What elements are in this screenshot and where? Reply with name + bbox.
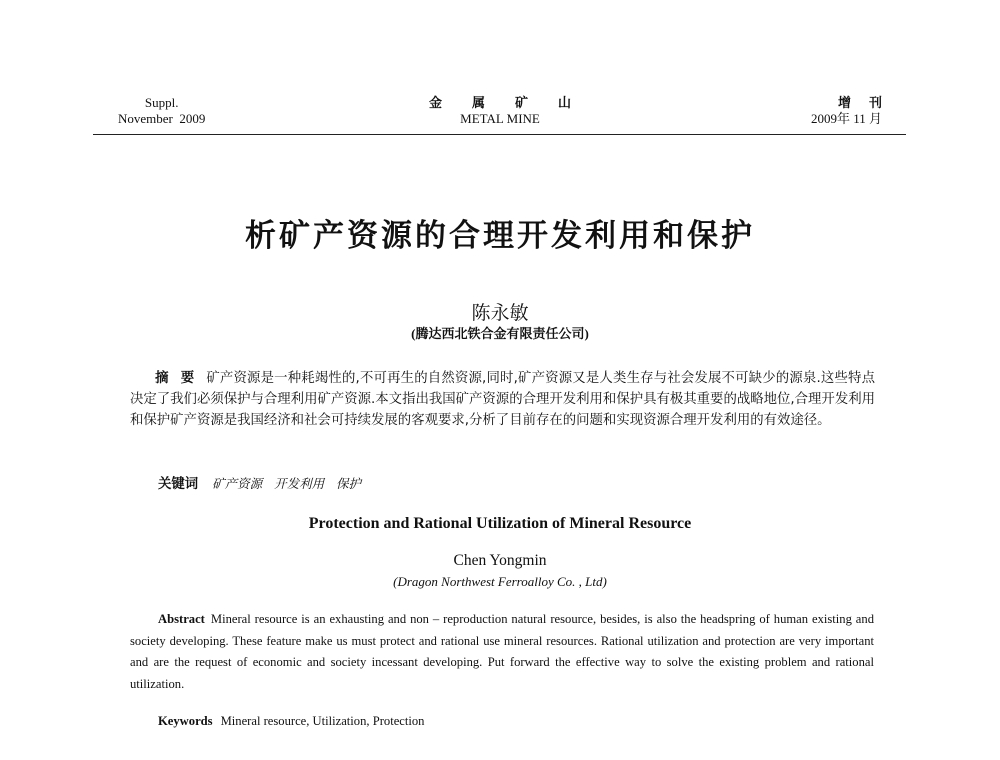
- abstract-cn-text: 矿产资源是一种耗竭性的,不可再生的自然资源,同时,矿产资源又是人类生存与社会发展不可缺少的源泉.这些特点决定了我们必须保护与合理利用矿产资源.本文指出我国矿产资源的合理开发利用和保护具有极其重要的战略地位,合理开发利用和保护矿产资源是我国经济和社会可持续发展的客观要求,分析了目前存在的问题和实现资源合理开发利用的有效途径。: [130, 371, 875, 428]
- keywords-en: [158, 714, 424, 729]
- affiliation-en: (Dragon Northwest Ferroalloy Co. , Ltd): [393, 574, 607, 589]
- author-cn: 陈永敏: [471, 303, 529, 324]
- header-rule: [93, 134, 906, 135]
- abstract-en-label: Abstract: [158, 612, 205, 626]
- abstract-cn: [130, 368, 875, 431]
- affiliation-cn: (腾达西北铁合金有限责任公司): [411, 326, 589, 341]
- article-title-en: Protection and Rational Utilization of Mineral Resource: [308, 515, 692, 532]
- keywords-en-text: Mineral resource, Utilization, Protection: [220, 714, 425, 728]
- header-supplement-cn: 增刊: [837, 95, 900, 110]
- keywords-cn-label: 关键词: [158, 477, 199, 492]
- journal-name-cn: 金属矿山: [428, 95, 601, 110]
- journal-name-en: METAL MINE: [460, 111, 540, 126]
- keywords-cn: [158, 473, 361, 492]
- header-left: [118, 95, 205, 127]
- keywords-cn-text: 矿产资源 开发利用 保护: [212, 476, 362, 491]
- header-right: [760, 95, 900, 127]
- header-journal: [400, 95, 600, 127]
- header-suppl: Suppl.: [144, 95, 179, 110]
- abstract-cn-label: 摘要: [155, 371, 207, 386]
- header-date-cn: 2009年 11 月: [810, 111, 882, 126]
- keywords-en-label: Keywords: [158, 714, 213, 728]
- author-en: Chen Yongmin: [453, 552, 547, 569]
- article-title-cn: 析矿产资源的合理开发利用和保护: [245, 218, 755, 254]
- abstract-en: [130, 609, 874, 695]
- header-date-en: November 2009: [118, 111, 206, 126]
- abstract-en-text: Mineral resource is an exhausting and non – reproduction natural resource, besides, is also the headspring of human existing and society developing. These feature make us must protect and rational use mineral resources. Rational utilization and protection are very important and are the request of economic and society incessant developing. Put forward the effective way to solve the existing problem and rational utilization.: [130, 612, 874, 691]
